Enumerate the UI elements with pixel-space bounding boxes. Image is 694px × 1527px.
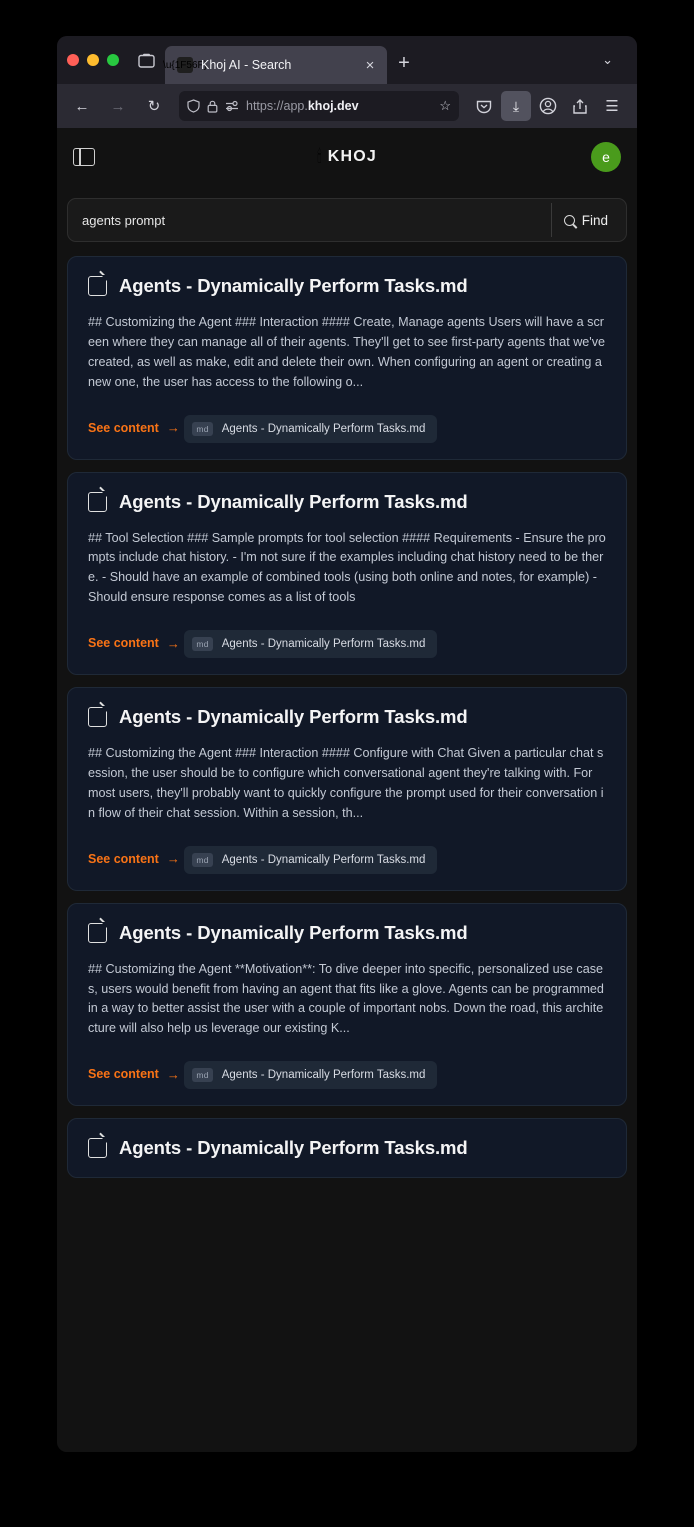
- browser-tab-bar: [57, 36, 637, 84]
- see-content-link[interactable]: [88, 1067, 180, 1082]
- see-content-label: See content: [88, 1067, 159, 1082]
- see-content-link[interactable]: [88, 851, 180, 866]
- file-type-badge: md: [192, 1068, 212, 1082]
- account-icon[interactable]: [533, 91, 563, 121]
- arrow-right-icon: →: [166, 851, 180, 867]
- source-chip-label: Agents - Dynamically Perform Tasks.md: [221, 853, 426, 866]
- find-button[interactable]: [551, 203, 622, 237]
- browser-nav-bar: [57, 84, 637, 128]
- result-title: Agents - Dynamically Perform Tasks.md: [119, 706, 468, 728]
- file-type-badge: md: [192, 853, 212, 867]
- see-content-label: See content: [88, 636, 159, 651]
- file-icon: [88, 276, 107, 296]
- result-header: [88, 1137, 606, 1159]
- result-card[interactable]: [67, 256, 627, 460]
- result-card[interactable]: [67, 687, 627, 891]
- source-chip[interactable]: [184, 415, 437, 443]
- tab-title: Khoj AI - Search: [201, 58, 292, 72]
- panel-toggle-icon[interactable]: [73, 148, 95, 166]
- close-icon[interactable]: ×: [365, 56, 375, 74]
- result-title: Agents - Dynamically Perform Tasks.md: [119, 921, 468, 943]
- downloads-button[interactable]: ⤓: [501, 91, 531, 121]
- arrow-right-icon: →: [166, 1066, 180, 1082]
- result-header: [88, 922, 606, 944]
- search-input[interactable]: [82, 213, 551, 228]
- browser-tab[interactable]: [165, 46, 387, 84]
- forward-button[interactable]: →: [110, 97, 126, 115]
- menu-icon[interactable]: ☰: [605, 98, 619, 115]
- khoj-favicon: \u{1F56F}: [177, 57, 193, 73]
- address-bar[interactable]: [179, 91, 459, 121]
- result-title: Agents - Dynamically Perform Tasks.md: [119, 275, 468, 296]
- close-window-button[interactable]: [67, 54, 79, 66]
- browser-window: [57, 36, 637, 1452]
- back-button[interactable]: ←: [74, 97, 90, 115]
- file-icon: [88, 1138, 107, 1158]
- minimize-window-button[interactable]: [87, 54, 99, 66]
- url-text: https://app.khoj.dev: [246, 99, 359, 113]
- search-bar[interactable]: [67, 198, 627, 242]
- lock-icon[interactable]: [207, 100, 218, 113]
- see-content-link[interactable]: [88, 636, 180, 651]
- source-chip[interactable]: [184, 1061, 437, 1089]
- see-content-label: See content: [88, 851, 159, 866]
- arrow-right-icon: →: [166, 635, 180, 651]
- arrow-right-icon: →: [166, 420, 180, 436]
- result-header: [88, 706, 606, 728]
- result-header: [88, 491, 606, 513]
- chevron-down-icon[interactable]: ⌄: [602, 52, 613, 67]
- file-icon: [88, 707, 107, 727]
- new-tab-button[interactable]: +: [398, 52, 410, 74]
- result-snippet: ## Customizing the Agent ### Interaction #### Configure with Chat Given a particular chat session, the user should be to configure which conversational agent they're talking with. For most users, they'll probably want to quickly configure the prompt used for their conversation in flow of their chat session. Within a session, th...: [88, 746, 604, 820]
- search-icon: [564, 215, 575, 226]
- find-button-label: Find: [581, 212, 608, 228]
- share-icon[interactable]: [565, 91, 595, 121]
- result-card[interactable]: [67, 903, 627, 1107]
- page-viewport: [57, 128, 637, 1452]
- source-chip-label: Agents - Dynamically Perform Tasks.md: [221, 638, 426, 651]
- source-chip[interactable]: [184, 630, 437, 658]
- pocket-icon[interactable]: [469, 91, 499, 121]
- result-card[interactable]: [67, 1118, 627, 1178]
- khoj-logo-icon: 🕯: [316, 147, 322, 166]
- result-title: Agents - Dynamically Perform Tasks.md: [119, 490, 468, 512]
- maximize-window-button[interactable]: [107, 54, 119, 66]
- source-chip-label: Agents - Dynamically Perform Tasks.md: [221, 422, 426, 435]
- result-snippet: ## Customizing the Agent ### Interaction #### Create, Manage agents Users will have a screen where they can manage all of their agents. They'll get to see first-party agents that we've created, as well as make, edit and delete their own. When configuring an agent or creating a new one, the user has access to the following o...: [88, 315, 606, 389]
- permissions-icon[interactable]: [225, 100, 239, 112]
- shield-icon[interactable]: [187, 99, 200, 113]
- main-content: [57, 198, 637, 1178]
- see-content-label: See content: [88, 420, 159, 435]
- result-snippet: ## Customizing the Agent **Motivation**: To dive deeper into specific, personalized use cases, users would benefit from having an agent that fits like a glove. Agents can be programmed in a way to better assist the user with a couple of important nobs. Down the road, this architecture will also help us leverage our existing K...: [88, 961, 604, 1036]
- app-header: [57, 128, 637, 186]
- reload-button[interactable]: ↻: [147, 98, 161, 115]
- brand-name: KHOJ: [327, 148, 378, 165]
- result-title: Agents - Dynamically Perform Tasks.md: [119, 1137, 468, 1159]
- see-content-link[interactable]: [88, 420, 180, 435]
- window-traffic-lights: [67, 36, 131, 84]
- tab-bar-right: [586, 36, 629, 84]
- brand: [57, 147, 637, 167]
- source-chip[interactable]: [184, 846, 437, 874]
- result-card[interactable]: [67, 472, 627, 676]
- file-icon: [88, 492, 107, 512]
- nav-right-buttons: [469, 91, 627, 121]
- file-type-badge: md: [192, 637, 212, 651]
- search-results-list: [67, 256, 627, 1178]
- tab-list-icon[interactable]: [131, 45, 161, 75]
- bookmark-star-icon[interactable]: ☆: [439, 98, 451, 113]
- file-icon: [88, 923, 107, 943]
- source-chip-label: Agents - Dynamically Perform Tasks.md: [221, 1069, 426, 1082]
- file-type-badge: md: [192, 422, 212, 436]
- result-snippet: ## Tool Selection ### Sample prompts for tool selection #### Requirements - Ensure the prompts include chat history. - I'm not sure if the examples including chat history need to be there. - Should have an example of combined tools (using both online and notes, for example) - Should ensure response comes as a list of tools: [88, 530, 606, 605]
- result-header: [88, 275, 606, 297]
- avatar[interactable]: e: [591, 142, 621, 172]
